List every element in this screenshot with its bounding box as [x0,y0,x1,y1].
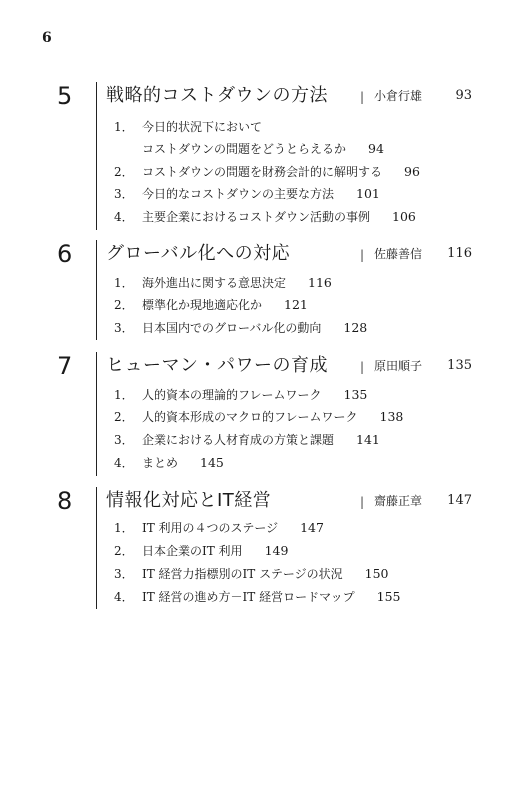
section-page: 135 [343,387,368,402]
section-item [114,409,403,425]
section-item [114,164,420,180]
section-page: 149 [264,543,289,558]
section-number: 1． [114,276,134,290]
chapter-page: 135 [447,358,472,373]
author-separator: | [360,495,365,509]
section-title: 主要企業におけるコストダウン活動の事例 [142,210,371,224]
section-title: まとめ [142,456,179,470]
section-title: コストダウンの問題をどうとらえるか [142,142,347,156]
chapter-author: 佐藤善信 [374,247,423,261]
chapter-title: 情報化対応とIT経営 [106,490,272,511]
section-number: 1． [114,388,134,402]
section-title: 日本国内でのグローバル化の動向 [142,321,322,335]
chapter-number: 7 [57,352,73,380]
section-title: 人的資本の理論的フレームワーク [142,388,322,402]
section-page: 106 [392,209,416,224]
chapter-divider [96,240,97,340]
section-title: 今日的状況下において [142,120,263,134]
section-number: 3． [114,433,134,447]
section-item [114,186,380,202]
section-title: IT 利用の４つのステージ [142,521,279,535]
section-item [114,455,224,471]
section-page: 116 [308,275,332,290]
section-page: 128 [343,320,368,335]
chapter-page: 93 [455,88,472,103]
section-number: 2． [114,410,134,424]
section-item [114,119,262,135]
section-item-continuation [142,141,384,157]
section-item [114,209,416,225]
section-item [114,520,324,536]
author-separator: | [360,90,365,104]
chapter-divider [96,352,97,476]
section-number: 2． [114,298,134,312]
section-item [114,297,308,313]
section-title: IT 経営の進め方－IT 経営ロードマップ [142,590,355,604]
section-title: 企業における人材育成の方策と課題 [142,433,335,447]
section-item [114,387,367,403]
section-title: 海外進出に関する意思決定 [142,276,287,290]
section-number: 3． [114,321,134,335]
section-title: 人的資本形成のマクロ的フレームワーク [142,410,358,424]
author-separator: | [360,248,365,262]
section-page: 150 [364,566,389,581]
chapter-number: 8 [57,487,73,515]
chapter-page: 116 [447,246,472,261]
chapter-author: 小倉行雄 [374,89,423,103]
chapter-number: 6 [57,240,73,268]
chapter-divider [96,487,97,609]
section-page: 101 [356,186,380,201]
section-page: 145 [200,455,224,470]
section-number: 4． [114,590,134,604]
section-title: 標準化か現地適応化か [142,298,263,312]
chapter-number: 5 [57,82,73,110]
chapter-author: 齋藤正章 [374,494,423,508]
section-item [114,320,367,336]
author-separator: | [360,360,365,374]
chapter-author: 原田順子 [374,359,423,373]
section-page: 138 [379,409,404,424]
section-number: 2． [114,165,134,179]
chapter-title: 戦略的コストダウンの方法 [106,85,328,106]
section-title: IT 経営力指標別のIT ステージの状況 [142,567,343,581]
section-item [114,566,389,582]
section-page: 96 [404,164,420,179]
section-title: 日本企業のIT 利用 [142,544,243,558]
section-page: 155 [376,589,401,604]
section-number: 1． [114,521,134,535]
section-title: コストダウンの問題を財務会計的に解明する [142,165,383,179]
page-number: 6 [42,30,52,46]
chapter-divider [96,82,97,230]
section-item [114,589,401,605]
section-page: 94 [368,141,384,156]
chapter-page: 147 [447,493,472,508]
section-item [114,432,380,448]
chapter-title: ヒューマン・パワーの育成 [106,355,328,376]
section-item [114,543,288,559]
section-number: 2． [114,544,134,558]
section-number: 1． [114,120,134,134]
section-number: 4． [114,456,134,470]
section-title: 今日的なコストダウンの主要な方法 [142,187,335,201]
section-page: 147 [300,520,324,535]
section-page: 141 [356,432,380,447]
chapter-title: グローバル化への対応 [106,243,291,264]
section-number: 4． [114,210,134,224]
section-number: 3． [114,567,134,581]
section-item [114,275,332,291]
section-page: 121 [284,297,308,312]
section-number: 3． [114,187,134,201]
